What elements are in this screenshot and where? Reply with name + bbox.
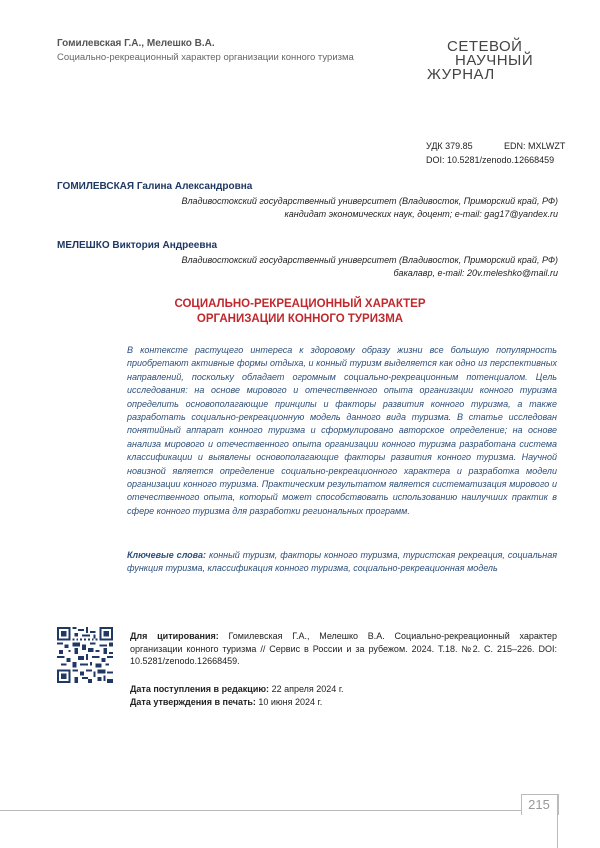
edn-code: EDN: MXLWZT bbox=[504, 141, 566, 151]
title-line-2: ОРГАНИЗАЦИИ КОННОГО ТУРИЗМА bbox=[196, 313, 404, 325]
title-line-1: СОЦИАЛЬНО-РЕКРЕАЦИОННЫЙ ХАРАКТЕР bbox=[174, 298, 426, 310]
logo-line-2: НАУЧНЫЙ bbox=[455, 52, 534, 69]
logo-line-1: СЕТЕВОЙ bbox=[447, 38, 523, 55]
citation-text: Гомилевская Г.А., Мелешко В.А. Социально-рекреационный характер организации конного туризма // Сервис в России и за рубежом. 2024. Т.18. №2. С. 215–226. DOI: 10.5281/zenodo.12668459. bbox=[130, 631, 557, 667]
affiliation-degree: бакалавр, e-mail: 20v.meleshko@mail.ru bbox=[393, 268, 558, 278]
keywords bbox=[127, 549, 557, 576]
affiliation-line: Владивостокский государственный университет (Владивосток, Приморский край, РФ) bbox=[181, 196, 558, 206]
page-number: 215 bbox=[528, 797, 550, 812]
udk-code: УДК 379.85 bbox=[426, 141, 473, 151]
qr-code bbox=[57, 627, 113, 683]
author-name-2: МЕЛЕШКО Виктория Андреевна bbox=[57, 240, 218, 251]
footer-rule bbox=[0, 810, 521, 811]
running-head-title: Социально-рекреационный характер организации конного туризма bbox=[57, 52, 354, 63]
date-approved bbox=[130, 696, 344, 709]
date-received bbox=[130, 683, 344, 696]
running-head-authors: Гомилевская Г.А., Мелешко В.А. bbox=[57, 38, 215, 49]
journal-logo bbox=[425, 40, 555, 82]
doi-code: DOI: 10.5281/zenodo.12668459 bbox=[426, 155, 555, 165]
page-number-box-edge bbox=[557, 794, 558, 848]
citation bbox=[130, 630, 557, 668]
article-codes bbox=[426, 139, 565, 167]
affiliation-degree: кандидат экономических наук, доцент; e-mail: gag17@yandex.ru bbox=[284, 209, 558, 219]
author-affiliation-1 bbox=[98, 195, 558, 221]
date-received-value: 22 апреля 2024 г. bbox=[269, 684, 344, 694]
author-name-1: ГОМИЛЕВСКАЯ Галина Александровна bbox=[57, 181, 253, 192]
keywords-label: Ключевые слова: bbox=[127, 550, 206, 560]
article-title bbox=[0, 297, 600, 327]
dates bbox=[130, 683, 344, 709]
affiliation-line: Владивостокский государственный университет (Владивосток, Приморский край, РФ) bbox=[181, 255, 558, 265]
keywords-text: конный туризм, факторы конного туризма, туристская рекреация, социальная функция туризма, классификация конного туризма, социально-рекреационная модель bbox=[127, 550, 558, 574]
logo-line-3: ЖУРНАЛ bbox=[427, 66, 495, 83]
date-approved-label: Дата утверждения в печать: bbox=[130, 697, 256, 707]
date-approved-value: 10 июня 2024 г. bbox=[255, 697, 323, 707]
date-received-label: Дата поступления в редакцию: bbox=[130, 684, 270, 694]
abstract: В контексте растущего интереса к здоровому образу жизни все большую популярность приобретают активные формы отдыха, и конный туризм выделяется как одно из перспективных направлений, поскольку обладает огромным социально-рекреационным потенциалом. Цель исследования: на основе мирового и отечественного опыта организации конного туризма определить основополагающие принципы и факторы развития конного туризма, а также разработать социально-рекреационную модель данного вида туризма. В статье исследован понятийный аппарат конного туризма и сформулировано авторское определение; на основе анализа мирового и отечественного опыта организации конного туризма разработана система классификации и выявлены основополагающие факторы развития конного туризма. Научной новизной является определение социально-рекреационного характера и разработка модели организации конного туризма. Практическим результатом является систематизация мирового и отечественного опыта, который может способствовать использованию наилучших практик в сфере конного туризма для разработки региональных программ. bbox=[127, 345, 557, 516]
citation-label: Для цитирования: bbox=[130, 631, 219, 641]
author-affiliation-2 bbox=[98, 254, 558, 280]
